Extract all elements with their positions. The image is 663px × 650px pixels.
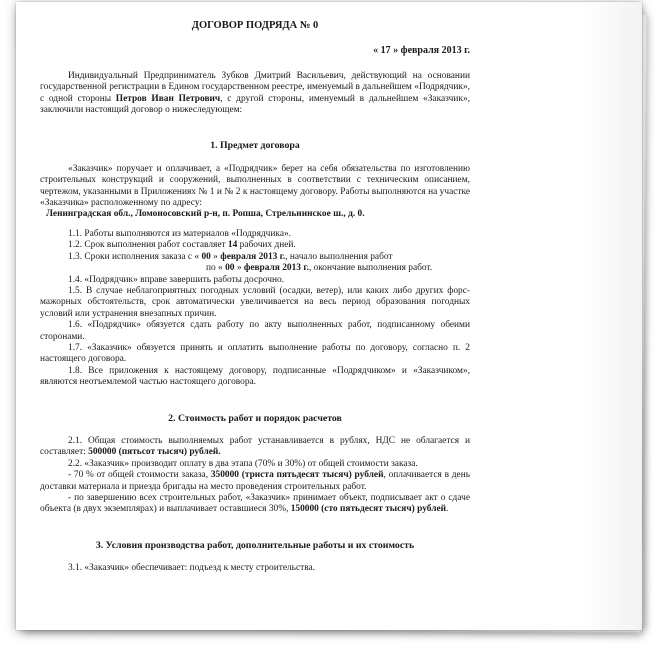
clause-1-8: 1.8. Все приложения к настоящему договору, подписанные «Подрядчиком» и «Заказчиком», являются неотъемлемой частью настоящего договора.	[40, 365, 470, 388]
customer-name: Петров Иван Петрович	[115, 93, 221, 104]
clause-1-4: 1.4. «Подрядчик» вправе завершить работы досрочно.	[68, 274, 285, 285]
document-page	[16, 2, 642, 630]
clause-2-3: - 70 % от общей стоимости заказа, 350000 (триста пятьдесят тысяч) рублей, оплачивается в день доставки материала и приезда бригады на место проведения строительных работ.	[40, 470, 470, 492]
clause-2-2: 2.2. «Заказчик» производит оплату в два этапа (70% и 30%) от общей стоимости заказа.	[68, 458, 418, 469]
work-address: Ленинградская обл., Ломоносовский р-н, п. Ропша, Стрельнинское ш., д. 0.	[46, 209, 365, 220]
clause-1-6: 1.6. «Подрядчик» обязуется сдать работу по акту выполненных работ, подписанному обеими сторонами.	[40, 320, 470, 342]
document-content	[40, 16, 470, 575]
clause-1-2: 1.2. Срок выполнения работ составляет 14 рабочих дней.	[68, 240, 296, 251]
document-date: « 17 » февраля 2013 г.	[373, 45, 470, 57]
document-title: ДОГОВОР ПОДРЯДА № 0	[191, 20, 319, 31]
clause-3-1: 3.1. «Заказчик» обеспечивает: подъезд к месту строительства.	[68, 563, 316, 574]
clause-2-4: - по завершению всех строительных работ, «Заказчик» принимает объект, подписывает акт о сдаче объекта (в двух экземплярах) и выплачивает оставшиеся 30%, 150000 (сто пятьдесят тысяч) рублей.	[40, 493, 470, 515]
clause-2-1: 2.1. Общая стоимость выполняемых работ устанавливается в рублях, НДС не облагается и составляет: 500000 (пятьсот тысяч) рублей.	[40, 435, 470, 458]
section-1-title: 1. Предмет договора	[210, 140, 300, 152]
section-1-paragraph: «Заказчик» поручает и оплачивает, а «Подрядчик» берет на себя обязательства по изготовлению строительных конструкций и сооружений, выполненных в соответствии с техническим описанием, чертежом, указанными в Приложениях № 1 и № 2 к настоящему договору. Работы выполняются на участке «Заказчика» расположенному по адресу:	[40, 163, 470, 209]
clause-1-5: 1.5. В случае неблагоприятных погодных условий (осадки, ветер), или каких либо других форс-мажорных обстоятельств, срок автоматически увеличивается на весь период образования погодных условий или устранения внезапных причин.	[40, 285, 470, 319]
clause-1-7: 1.7. «Заказчик» обязуется принять и оплатить выполнение работы по договору, согласно п. 2 настоящего договора.	[40, 342, 470, 365]
clause-1-1: 1.1. Работы выполняются из материалов «Подрядчика».	[68, 228, 292, 239]
clause-1-3-end: по « 00 » февраля 2013 г., окончание выполнения работ.	[206, 263, 433, 274]
section-2-title: 2. Стоимость работ и порядок расчетов	[168, 412, 342, 424]
section-3-title: 3. Условия производства работ, дополнительные работы и их стоимость	[95, 539, 415, 551]
intro-paragraph: Индивидуальный Предприниматель Зубков Дмитрий Васильевич, действующий на основании государственной регистрации в Едином государственном реестре, именуемый в дальнейшем «Подрядчик», с одной стороны Петров Иван Петрович, с другой стороны, именуемый в дальнейшем «Заказчик», заключили настоящий договор о нижеследующем:	[40, 70, 470, 116]
clause-1-3: 1.3. Сроки исполнения заказа с « 00 » февраля 2013 г., начало выполнения работ	[68, 251, 393, 262]
